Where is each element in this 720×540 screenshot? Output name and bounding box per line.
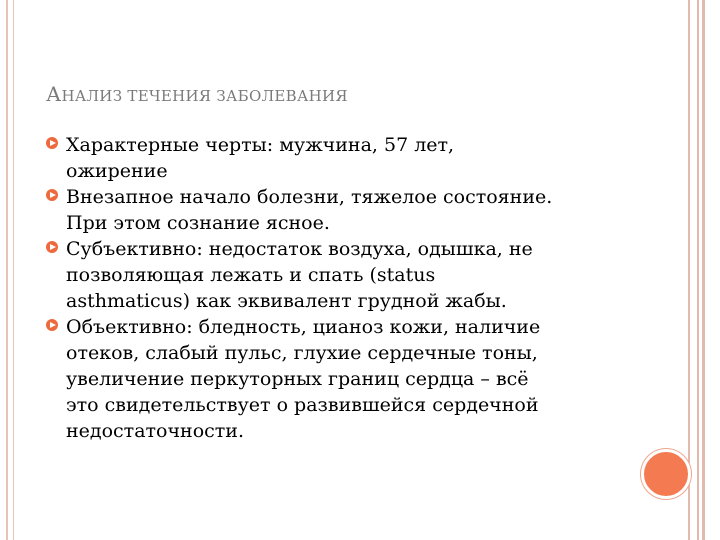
bullet-arrow-icon <box>46 319 58 331</box>
bullet-arrow-icon <box>46 137 58 149</box>
bullet-line: Субъективно: недостаток воздуха, одышка, не <box>66 238 533 260</box>
bullet-list <box>46 132 626 444</box>
bullet-arrow-icon <box>46 241 58 253</box>
bullet-item <box>46 314 626 444</box>
bullet-line: отеков, слабый пульс, глухие сердечные тоны, <box>66 342 538 364</box>
bullet-line: Объективно: бледность, цианоз кожи, наличие <box>66 316 541 338</box>
bullet-line: asthmaticus) как эквивалент грудной жабы. <box>66 290 507 312</box>
bullet-item <box>46 236 626 314</box>
bullet-line: Внезапное начало болезни, тяжелое состояние. <box>66 186 553 208</box>
bullet-line: это свидетельствует о развившейся сердечной <box>66 394 539 416</box>
bullet-line: позволяющая лежать и спать (status <box>66 264 436 286</box>
bullet-line: При этом сознание ясное. <box>66 212 330 234</box>
bullet-line: Характерные черты: мужчина, 57 лет, <box>66 134 455 156</box>
bullet-line: ожирение <box>66 160 168 182</box>
bullet-item <box>46 184 626 236</box>
slide-title <box>46 82 348 106</box>
bullet-arrow-icon <box>46 189 58 201</box>
bullet-line: увеличение перкуторных границ сердца – всё <box>66 368 529 390</box>
bullet-item <box>46 132 626 184</box>
slide-title-rest: НАЛИЗ ТЕЧЕНИЯ ЗАБОЛЕВАНИЯ <box>61 87 348 105</box>
right-frame-border <box>688 0 720 540</box>
slide-title-initial: А <box>46 82 62 106</box>
left-frame-border <box>0 0 14 540</box>
decorative-circle <box>641 449 691 499</box>
bullet-line: недостаточности. <box>66 420 244 442</box>
